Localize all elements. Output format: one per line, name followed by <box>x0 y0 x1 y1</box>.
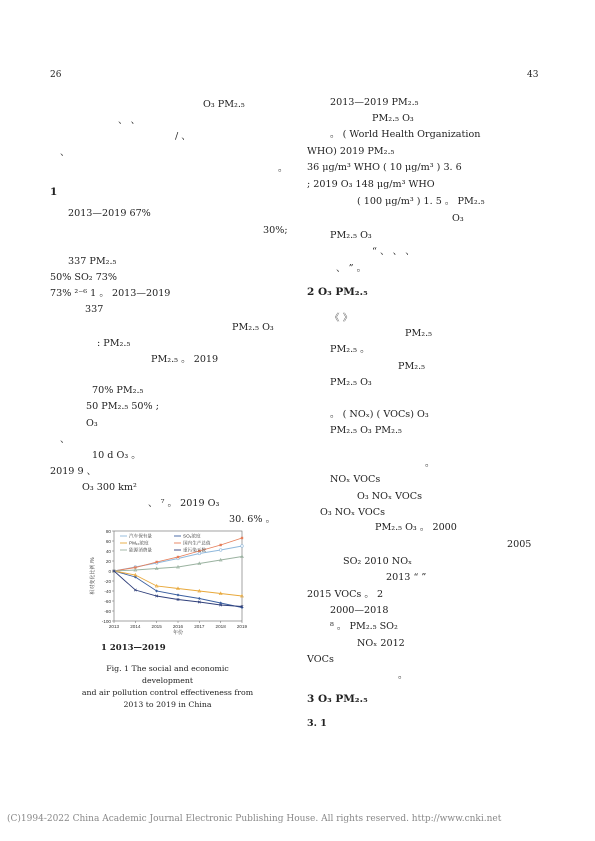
body-line: PM₂.₅ 。 2019 <box>151 354 219 365</box>
body-line: PM₂.₅ 。 <box>330 344 370 355</box>
y-tick-label: -20 <box>104 579 111 584</box>
body-line: / 、 <box>175 131 191 142</box>
figure-1 <box>86 527 246 635</box>
body-line: PM₂.₅ <box>398 361 426 372</box>
x-tick-label: 2013 <box>108 624 120 629</box>
body-line: 2013—2019 67% <box>68 208 151 219</box>
body-line: O₃ <box>452 213 464 224</box>
body-line: 2013 “ ” <box>386 572 427 583</box>
series-line <box>114 571 242 596</box>
body-line: 、 ” 。 <box>336 263 367 274</box>
body-line: NOₓ 2012 <box>357 638 405 649</box>
body-line: 50 PM₂.₅ 50% ; <box>86 401 159 412</box>
x-axis-label: 年份 <box>172 630 184 636</box>
x-tick-label: 2016 <box>172 624 184 629</box>
body-line: PM₂.₅ O₃ <box>232 322 274 333</box>
body-line: ⁸ 。 PM₂.₅ SO₂ <box>330 621 398 632</box>
body-line: 、 、 <box>118 115 141 126</box>
body-line: O₃ <box>86 418 98 429</box>
legend-label: 能源消费量 <box>129 547 152 553</box>
body-line: 30%; <box>263 225 288 236</box>
data-point <box>198 597 201 600</box>
body-line: WHO) 2019 PM₂.₅ <box>307 146 395 157</box>
body-line: : PM₂.₅ <box>97 338 131 349</box>
body-line: 73% ²⁻⁶ 1 。 2013—2019 <box>50 288 171 299</box>
caption-line: Fig. 1 The social and economic development <box>106 664 229 685</box>
x-tick-label: 2014 <box>130 624 141 629</box>
y-tick-label: -60 <box>104 599 111 604</box>
data-point <box>219 544 221 546</box>
body-line: 、 <box>60 147 70 158</box>
body-line: “ 、 、 、 <box>372 246 415 257</box>
y-tick-label: 60 <box>105 539 111 544</box>
body-line: 337 PM₂.₅ <box>68 256 117 267</box>
body-line: 337 <box>85 304 104 315</box>
figure-caption-cn: 1 2013—2019 <box>101 643 166 653</box>
body-line: 2013—2019 PM₂.₅ <box>330 97 419 108</box>
data-point <box>241 537 243 539</box>
body-line: PM₂.₅ O₃ <box>372 113 414 124</box>
page-number-left: 26 <box>50 70 62 80</box>
legend-label: 重污染天数 <box>183 547 206 553</box>
page-number-right: 43 <box>527 70 539 80</box>
y-tick-label: -100 <box>101 619 111 624</box>
body-line: 50% SO₂ 73% <box>50 272 118 283</box>
series-line <box>114 571 242 608</box>
body-line: 、 <box>60 434 70 445</box>
data-point <box>155 561 157 563</box>
body-line: 《 》 <box>330 313 353 324</box>
data-point <box>177 556 179 558</box>
body-line: PM₂.₅ <box>405 328 433 339</box>
body-line: O₃ PM₂.₅ <box>203 99 245 110</box>
body-line: ( 100 μg/m³ ) 1. 5 。 PM₂.₅ <box>357 196 485 207</box>
y-tick-label: 40 <box>105 549 111 554</box>
body-line: PM₂.₅ O₃ <box>330 377 372 388</box>
caption-line: 2013 to 2019 in China <box>123 700 212 709</box>
legend-label: PM₁₀浓度 <box>129 540 149 546</box>
y-tick-label: 20 <box>105 559 111 564</box>
body-line: PM₂.₅ O₃ PM₂.₅ <box>330 425 402 436</box>
copyright-footer: (C)1994-2022 China Academic Journal Electronic Publishing House. All rights reserved. http://www.cnki.net <box>7 814 502 824</box>
body-line: 36 μg/m³ WHO ( 10 μg/m³ ) 3. 6 <box>307 162 462 173</box>
data-point <box>177 594 180 597</box>
legend-label: SO₂浓度 <box>183 533 201 539</box>
figure-caption-en <box>80 663 255 711</box>
y-tick-label: 0 <box>108 569 111 574</box>
body-line: 2019 9 、 <box>50 466 97 477</box>
body-line: 。 ( World Health Organization <box>330 129 481 140</box>
section-heading-3-1: 3. 1 <box>307 718 327 729</box>
x-tick-label: 2015 <box>151 624 162 629</box>
section-heading-1: 1 <box>50 186 58 198</box>
body-line: PM₂.₅ O₃ <box>330 230 372 241</box>
body-line: O₃ NOₓ VOCs <box>320 507 386 518</box>
body-line: O₃ 300 km² <box>82 482 137 493</box>
body-line: 2015 VOCs 。 2 <box>307 589 384 600</box>
body-line: 10 d O₃ 。 <box>92 450 141 461</box>
body-line: 2005 <box>507 539 532 550</box>
body-line: VOCs <box>307 654 334 665</box>
body-line: 。 <box>425 458 435 469</box>
section-heading-3: 3 O₃ PM₂.₅ <box>307 693 368 705</box>
body-line: 。 <box>278 163 288 174</box>
body-line: SO₂ 2010 NOₓ <box>343 556 413 567</box>
section-heading-2: 2 O₃ PM₂.₅ <box>307 286 368 298</box>
y-axis-label: 相对变化比例 /% <box>90 557 96 595</box>
data-point <box>241 545 244 548</box>
body-line: 2000—2018 <box>330 605 389 616</box>
legend-label: 汽车保有量 <box>129 533 152 539</box>
body-line: 。 ( NOₓ) ( VOCs) O₃ <box>330 409 429 420</box>
body-line: 70% PM₂.₅ <box>92 385 144 396</box>
body-line: 、 ⁷ 。 2019 O₃ <box>148 498 220 509</box>
caption-line: and air pollution control effectiveness from <box>81 688 254 697</box>
body-line: 。 <box>398 670 408 681</box>
y-tick-label: 80 <box>105 529 111 534</box>
line-chart <box>86 527 246 635</box>
body-line: PM₂.₅ O₃ 。 2000 <box>375 522 457 533</box>
x-tick-label: 2018 <box>215 624 226 629</box>
y-tick-label: -80 <box>104 609 111 614</box>
body-line: O₃ NOₓ VOCs <box>357 491 423 502</box>
x-tick-label: 2017 <box>194 624 205 629</box>
x-tick-label: 2019 <box>236 624 248 629</box>
body-line: NOₓ VOCs <box>330 474 381 485</box>
y-tick-label: -40 <box>104 589 111 594</box>
body-line: 30. 6% 。 <box>229 514 276 525</box>
body-line: ; 2019 O₃ 148 μg/m³ WHO <box>307 179 435 190</box>
data-point <box>219 549 222 552</box>
legend-label: 国内生产总值 <box>183 540 211 546</box>
